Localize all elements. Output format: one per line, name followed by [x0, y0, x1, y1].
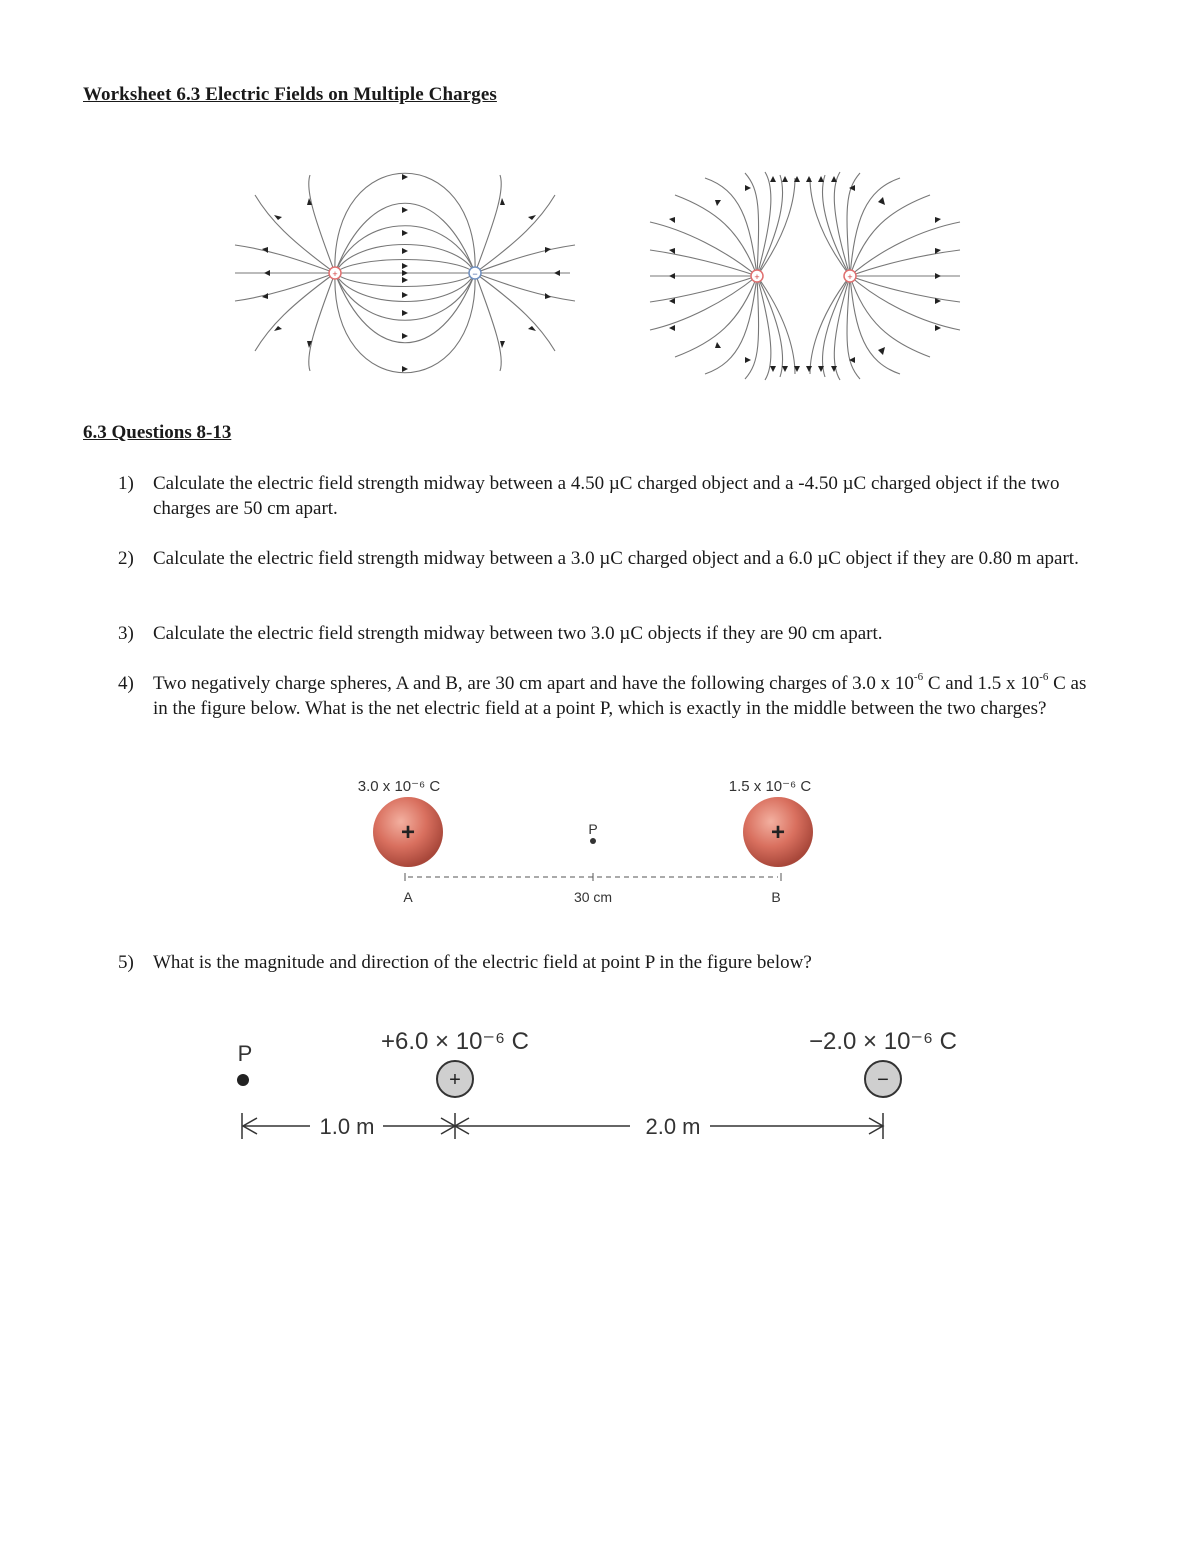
worksheet-title: Worksheet 6.3 Electric Fields on Multiple Charges: [83, 84, 497, 105]
figure-two-spheres: [355, 770, 835, 910]
like-charges-field-diagram: [645, 170, 965, 395]
question-number: 3): [118, 623, 134, 644]
like-left-positive-sign: +: [754, 272, 760, 282]
label-a: A: [403, 889, 413, 905]
question-text: Calculate the electric field strength midway between a 4.50 µC charged object and a -4.50 µC charged object if the two charges are 50 cm apart.: [153, 473, 1060, 519]
distance2-label: 2.0 m: [645, 1114, 701, 1139]
question-text: Calculate the electric field strength midway between a 3.0 µC charged object and a 6.0 µC object if they are 0.80 m apart.: [153, 548, 1079, 569]
like-right-positive-sign: +: [847, 272, 853, 282]
label-b: B: [771, 889, 781, 905]
question-number: 2): [118, 548, 134, 569]
charge2-sign: −: [877, 1069, 889, 1091]
charge-a-label: 3.0 x 10⁻⁶ C: [357, 778, 441, 795]
sphere-a-sign: +: [400, 819, 416, 846]
charge-b-label: 1.5 x 10⁻⁶ C: [728, 778, 812, 795]
question-number: 5): [118, 952, 134, 973]
point-p-dot: [590, 838, 596, 844]
dipole-field-diagram: [230, 160, 580, 395]
distance1-label: 1.0 m: [319, 1114, 375, 1139]
point-p-label: P: [588, 821, 598, 837]
question-text: Calculate the electric field strength midway between two 3.0 µC objects if they are 90 cm apart.: [153, 623, 883, 644]
question-text: Two negatively charge spheres, A and B, are 30 cm apart and have the following charges of 3.0 x $10^{-6}$ C and 1.5 x $10^{-6}$ C as in the figure below. What is the net electric field at a point P, which is exactly in the middle between the two charges?: [153, 670, 1087, 719]
figure-point-p: [225, 1015, 985, 1155]
charge1-sign: +: [449, 1069, 461, 1091]
section-heading: 6.3 Questions 8-13: [83, 422, 232, 443]
point-p-label: P: [237, 1041, 253, 1066]
distance-label: 30 cm: [573, 889, 613, 905]
sphere-b-sign: +: [770, 819, 786, 846]
question-number: 1): [118, 473, 134, 494]
charge2-label: −2.0 × 10⁻⁶ C: [809, 1028, 957, 1055]
dipole-negative-sign: −: [472, 269, 478, 279]
question-number: 4): [118, 673, 134, 694]
charge1-label: +6.0 × 10⁻⁶ C: [381, 1028, 529, 1055]
question-text: What is the magnitude and direction of the electric field at point P in the figure below?: [153, 952, 812, 973]
point-p-dot: [237, 1074, 249, 1086]
dipole-positive-sign: +: [332, 269, 338, 279]
